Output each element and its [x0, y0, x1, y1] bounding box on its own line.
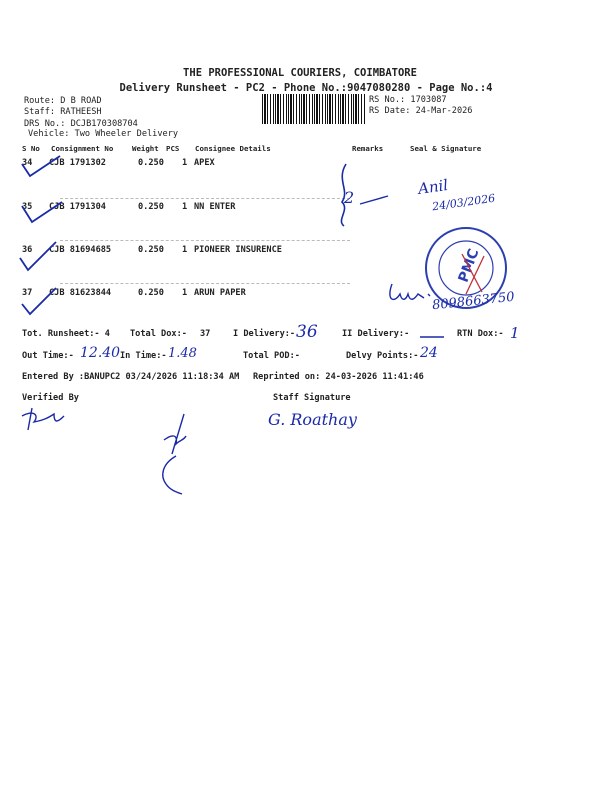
- rs-date: RS Date: 24-Mar-2026: [369, 106, 473, 116]
- row-weight: 0.250: [138, 202, 164, 212]
- row-consignment: CJB 81623844: [49, 288, 112, 298]
- staff: Staff: RATHEESH: [24, 107, 102, 117]
- total-pod-label: Total POD:-: [243, 351, 300, 361]
- row-consignee: ARUN PAPER: [194, 288, 246, 298]
- rtn-dox-value: 1: [510, 324, 520, 342]
- row-sno: 37: [22, 288, 33, 298]
- staff-signature: G. Roathay: [268, 410, 357, 429]
- out-time-label: Out Time:-: [22, 351, 74, 361]
- tick-mark-icon: [16, 240, 66, 274]
- row-consignee: NN ENTER: [194, 202, 236, 212]
- i-delivery-label: I Delivery:-: [233, 329, 296, 339]
- col-sno: S No: [22, 144, 40, 153]
- entered-by: Entered By :BANUPC2 03/24/2026 11:18:34 AM: [22, 372, 240, 382]
- route: Route: D B ROAD: [24, 96, 102, 106]
- rs-number: RS No.: 1703087: [369, 95, 447, 105]
- drs-number: DRS No.: DCJB170308704: [24, 119, 138, 129]
- tot-runsheet: Tot. Runsheet:- 4: [22, 329, 110, 339]
- handwritten-brace-icon: [330, 160, 390, 230]
- row-weight: 0.250: [138, 158, 164, 168]
- runsheet-subtitle: Delivery Runsheet - PC2 - Phone No.:9047080280 - Page No.:4: [119, 82, 493, 94]
- row-consignment: CJB 1791302: [49, 158, 106, 168]
- svg-text:PMC: PMC: [455, 246, 483, 285]
- row35-remark: 2: [344, 188, 355, 207]
- barcode: [262, 94, 366, 124]
- delvy-points-value: 24: [420, 345, 438, 361]
- tick-mark-icon: [18, 284, 68, 318]
- col-remarks: Remarks: [352, 144, 384, 153]
- total-dox-value: 37: [200, 329, 211, 339]
- row-pcs: 1: [182, 245, 188, 255]
- row-consignee: PIONEER INSURENCE: [194, 245, 282, 255]
- row-consignment: CJB 1791304: [49, 202, 106, 212]
- signature-scribble-icon: [154, 410, 194, 500]
- ii-delivery-label: II Delivery:-: [342, 329, 410, 339]
- col-seal-signature: Seal & Signature: [410, 144, 482, 153]
- col-consignee: Consignee Details: [195, 144, 271, 153]
- i-delivery-value: 36: [296, 322, 318, 342]
- verifier-signature-icon: [18, 404, 68, 434]
- col-weight: Weight: [132, 144, 159, 153]
- row-divider: [60, 283, 350, 284]
- row-weight: 0.250: [138, 288, 164, 298]
- row-pcs: 1: [182, 288, 188, 298]
- row35-signature-date: 24/03/2026: [431, 191, 497, 214]
- row-sno: 34: [22, 158, 33, 168]
- row-sno: 36: [22, 245, 33, 255]
- tick-mark-icon: [18, 152, 68, 182]
- row-weight: 0.250: [138, 245, 164, 255]
- row35-signature-name: Anil: [416, 175, 450, 199]
- company-title: THE PROFESSIONAL COURIERS, COIMBATORE: [183, 67, 417, 79]
- out-time-value: 12.40: [80, 345, 121, 361]
- in-time-value: 1.48: [168, 346, 197, 361]
- reprinted-on: Reprinted on: 24-03-2026 11:41:46: [253, 372, 424, 382]
- total-dox-label: Total Dox:-: [130, 329, 187, 339]
- row-consignment: CJB 81694685: [49, 245, 112, 255]
- row-sno: 35: [22, 202, 33, 212]
- row-divider: [60, 240, 350, 241]
- dash-mark-icon: [418, 334, 448, 340]
- delvy-points-label: Delvy Points:-: [346, 351, 419, 361]
- col-pcs: PCS: [166, 144, 180, 153]
- row-pcs: 1: [182, 202, 188, 212]
- tick-mark-icon: [18, 196, 68, 226]
- row-divider: [60, 198, 350, 199]
- row-consignee: APEX: [194, 158, 215, 168]
- verified-by-label: Verified By: [22, 393, 79, 403]
- col-consignment: Consignment No: [51, 144, 114, 153]
- vehicle: Vehicle: Two Wheeler Delivery: [28, 129, 179, 139]
- staff-signature-label: Staff Signature: [273, 393, 351, 403]
- row37-phone: 8098663750: [431, 289, 516, 314]
- in-time-label: In Time:-: [120, 351, 167, 361]
- row-pcs: 1: [182, 158, 188, 168]
- rtn-dox-label: RTN Dox:-: [457, 329, 504, 339]
